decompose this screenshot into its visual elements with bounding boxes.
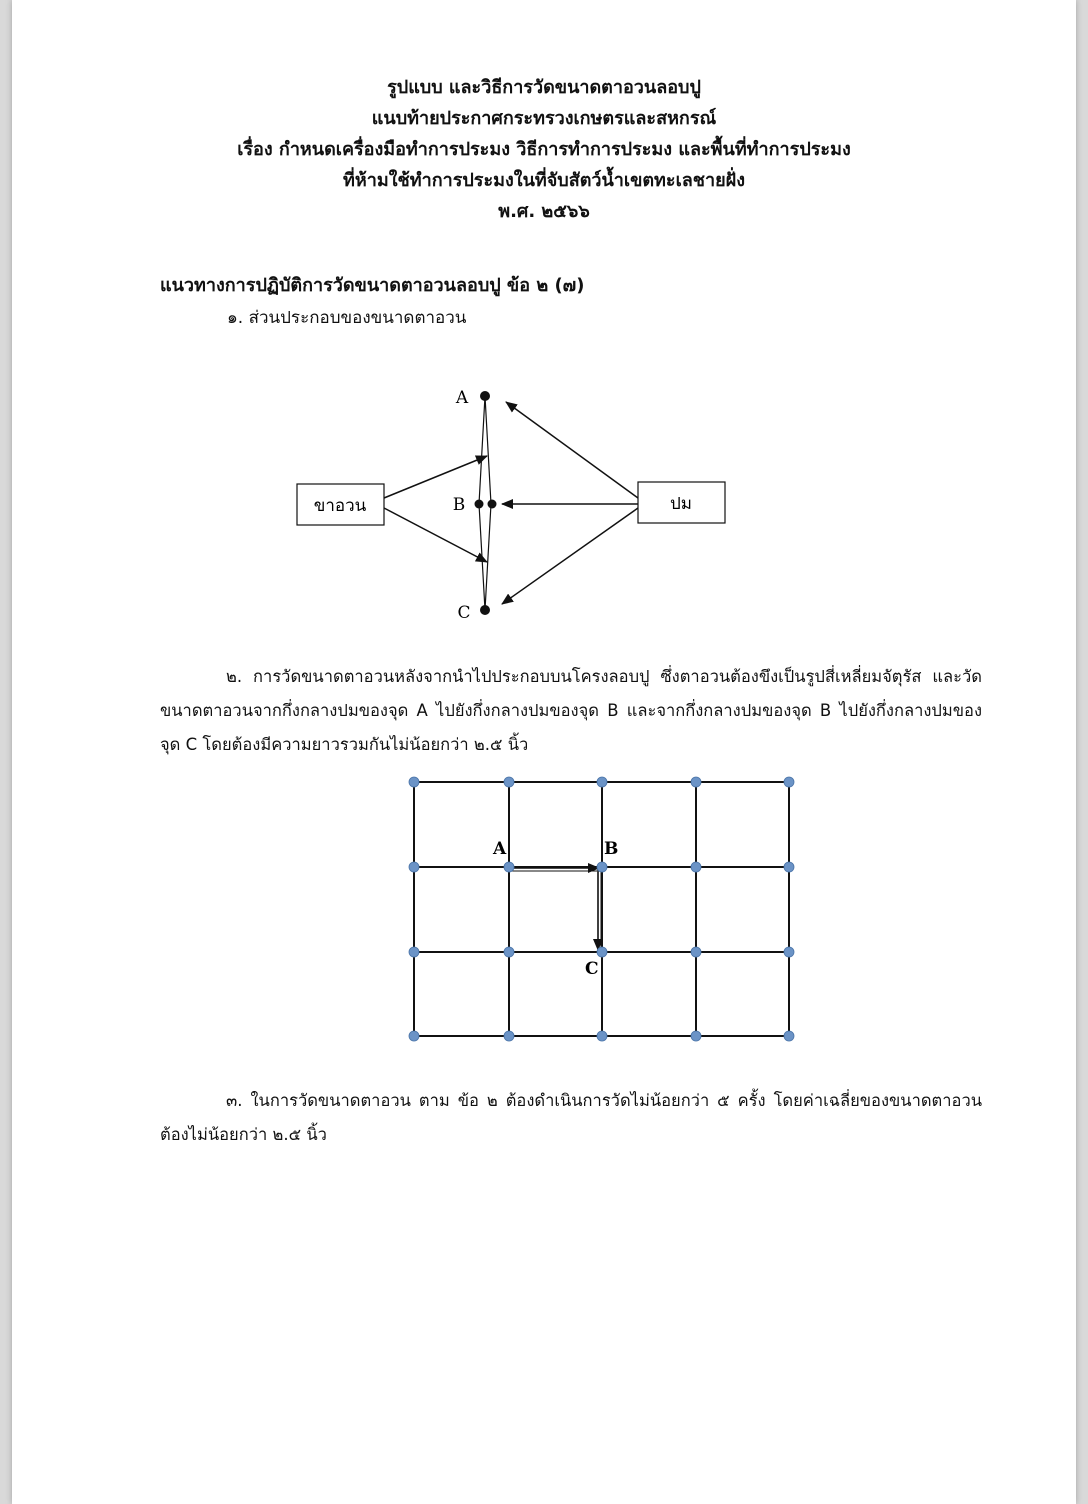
title-line-1: รูปแบบ และวิธีการวัดขนาดตาอวนลอบปู	[387, 77, 701, 98]
mesh-grid-diagram	[392, 770, 802, 1050]
point-b-dot-left	[475, 500, 484, 509]
title-line-5: พ.ศ. ๒๕๖๖	[498, 201, 590, 222]
grid-node-r2-c5	[784, 862, 794, 872]
arrow-leg-lower	[384, 508, 487, 562]
grid-node-r3-c4	[691, 947, 701, 957]
grid-node-r2-c2	[504, 862, 514, 872]
grid-node-r2-c3	[597, 862, 607, 872]
arrow-leg-upper	[384, 456, 487, 498]
grid-node-r1-c3	[597, 777, 607, 787]
leg-box-label: ขาอวน	[313, 496, 367, 516]
grid-node-r3-c3	[597, 947, 607, 957]
grid-node-r1-c2	[504, 777, 514, 787]
grid-node-r4-c2	[504, 1031, 514, 1041]
point-c-dot	[480, 605, 490, 615]
title-line-3: เรื่อง กำหนดเครื่องมือทำการประมง วิธีการทำการประมง และพื้นที่ทำการประมง	[237, 139, 851, 160]
title-line-4: ที่ห้ามใช้ทำการประมงในที่จับสัตว์น้ำเขตทะเลชายฝั่ง	[343, 170, 745, 191]
grid-node-r3-c5	[784, 947, 794, 957]
label-b: B	[452, 495, 466, 515]
grid-node-r1-c4	[691, 777, 701, 787]
grid-node-r2-c1	[409, 862, 419, 872]
document-page	[12, 0, 1076, 1504]
knot-box-label: ปม	[670, 494, 692, 514]
grid-node-r3-c1	[409, 947, 419, 957]
grid-label-a: A	[493, 839, 507, 859]
point-b-dot-right	[488, 500, 497, 509]
grid-node-r4-c5	[784, 1031, 794, 1041]
item-2-paragraph	[160, 660, 982, 762]
point-a-dot	[480, 391, 490, 401]
arrow-knot-to-a	[506, 402, 638, 498]
grid-label-c: C	[585, 959, 599, 979]
grid-node-r4-c4	[691, 1031, 701, 1041]
grid-node-r1-c5	[784, 777, 794, 787]
mesh-components-diagram	[272, 380, 732, 630]
label-c: C	[457, 603, 471, 623]
title-line-2: แนบท้ายประกาศกระทรวงเกษตรและสหกรณ์	[371, 108, 717, 129]
grid-node-r2-c4	[691, 862, 701, 872]
item-2-text: ๒. การวัดขนาดตาอวนหลังจากนำไปประกอบบนโครงลอบปู ซึ่งตาอวนต้องขึงเป็นรูปสี่เหลี่ยมจัตุรัส และวัดขนาดตาอวนจากกึ่งกลางปมของจุด A ไปยังกึ่งกลางปมของจุด B และจากกึ่งกลางปมของจุด B ไปยังกึ่งกลางปมของจุด C โดยต้องมีความยาวรวมกันไม่น้อยกว่า ๒.๕ นิ้ว	[160, 667, 982, 754]
item-3-paragraph	[160, 1084, 982, 1152]
section-heading: แนวทางการปฏิบัติการวัดขนาดตาอวนลอบปู ข้อ ๒ (๗)	[160, 275, 585, 296]
arrow-knot-to-c	[502, 508, 638, 604]
grid-node-r3-c2	[504, 947, 514, 957]
label-a: A	[455, 388, 469, 408]
item-1-text: ๑. ส่วนประกอบของขนาดตาอวน	[227, 308, 467, 328]
document-title	[12, 72, 1076, 227]
grid-node-r4-c1	[409, 1031, 419, 1041]
grid-node-r4-c3	[597, 1031, 607, 1041]
grid-node-r1-c1	[409, 777, 419, 787]
item-3-text: ๓. ในการวัดขนาดตาอวน ตาม ข้อ ๒ ต้องดำเนินการวัดไม่น้อยกว่า ๕ ครั้ง โดยค่าเฉลี่ยของขนาดตาอวนต้องไม่น้อยกว่า ๒.๕ นิ้ว	[160, 1091, 982, 1144]
grid-label-b: B	[604, 839, 619, 859]
